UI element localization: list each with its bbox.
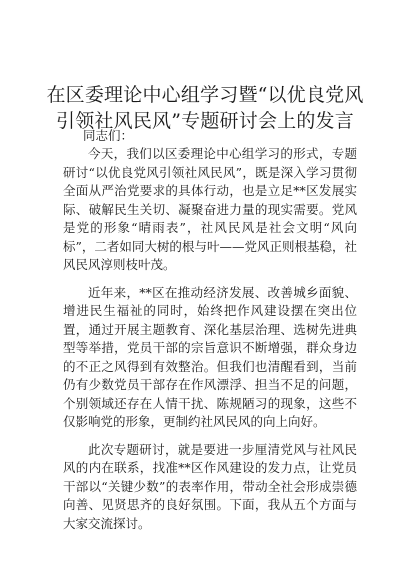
paragraph-background: 近年来，**区在推动经济发展、改善城乡面貌、增进民生福祉的同时，始终把作风建设摆在突出位置，通过开展主题教育、深化基层治理、选树先进典型等举措，党员干部的宗旨意识不断增强，群众身边的不正之风得到有效整治。但我们也清醒看到，当前仍有少数党员干部存在作风漂浮、担当不足的问题，个别领域还存在人情干扰、陈规陋习的现象，这些不仅影响党的形象，更制约社风民风的向上向好。: [63, 284, 357, 429]
paragraph-purpose: 此次专题研讨，就是要进一步厘清党风与社风民风的内在联系，找准**区作风建设的发力点，让党员干部以“关键少数”的表率作用，带动全社会形成崇德向善、见贤思齐的良好氛围。下面，我从五个方面与大家交流探讨。: [63, 441, 357, 531]
page-title: 在区委理论中心组学习暨“以优良党风引领社风民风”专题研讨会上的发言: [46, 84, 364, 132]
paragraph-intro: 今天，我们以区委理论中心组学习的形式，专题研讨“以优良党风引领社风民风”，既是深入学习贯彻全面从严治党要求的具体行动，也是立足**区发展实际、破解民生关切、凝聚奋进力量的现实需要。党风是党的形象“晴雨表”，社风民风是社会文明“风向标”，二者如同大树的根与叶——党风正则根基稳，社风民风淳则枝叶茂。: [63, 146, 357, 272]
salutation: 同志们：: [83, 128, 134, 143]
document-body: [63, 145, 357, 542]
